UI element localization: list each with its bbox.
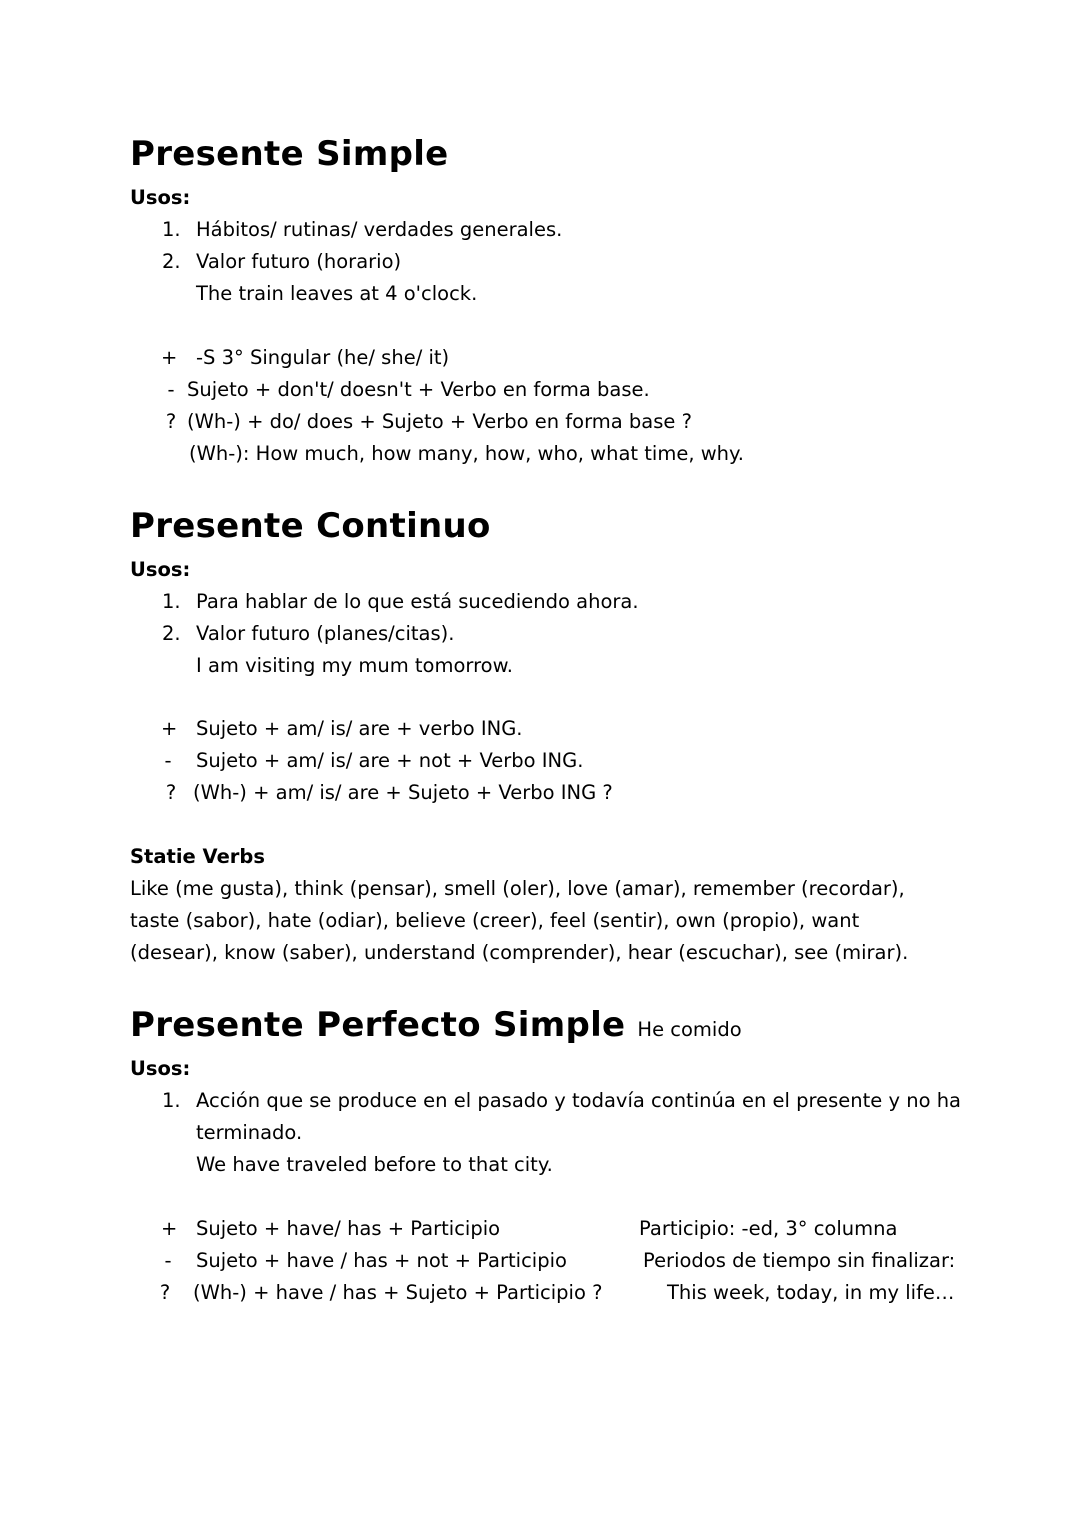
question-symbol: ? (159, 1281, 171, 1304)
use-item: Valor futuro (horario) (196, 250, 402, 273)
heading-presente-simple: Presente Simple (130, 134, 449, 174)
list-number: 2. (162, 250, 181, 273)
negative-symbol: - (167, 378, 175, 401)
list-number: 2. (162, 622, 181, 645)
question-symbol: ? (165, 781, 177, 804)
usos-label: Usos: (130, 1057, 191, 1080)
heading-subtitle: He comido (637, 1018, 742, 1041)
negative-rule: Sujeto + have / has + not + Participio (196, 1249, 567, 1272)
question-rule: (Wh-) + am/ is/ are + Sujeto + Verbo ING ? (193, 781, 613, 804)
use-item: Hábitos/ rutinas/ verdades generales. (196, 218, 563, 241)
example-sentence: We have traveled before to that city. (196, 1153, 553, 1176)
negative-symbol: - (164, 1249, 172, 1272)
affirmative-symbol: + (161, 1217, 178, 1240)
wh-words-note: (Wh-): How much, how many, how, who, what time, why. (189, 442, 744, 465)
list-number: 1. (162, 1089, 181, 1112)
use-item: Acción que se produce en el pasado y todavía continúa en el presente y no ha (196, 1089, 962, 1112)
usos-label: Usos: (130, 186, 191, 209)
participle-note: Participio: -ed, 3° columna (639, 1217, 898, 1240)
usos-label: Usos: (130, 558, 191, 581)
negative-symbol: - (164, 749, 172, 772)
question-rule: (Wh-) + have / has + Sujeto + Participio ? (193, 1281, 603, 1304)
example-sentence: I am visiting my mum tomorrow. (196, 654, 513, 677)
use-item: Valor futuro (planes/citas). (196, 622, 455, 645)
question-rule: (Wh-) + do/ does + Sujeto + Verbo en forma base ? (187, 410, 692, 433)
affirmative-rule: -S 3° Singular (he/ she/ it) (196, 346, 450, 369)
question-symbol: ? (165, 410, 177, 433)
unfinished-periods-note: Periodos de tiempo sin finalizar: (643, 1249, 956, 1272)
list-number: 1. (162, 218, 181, 241)
negative-rule: Sujeto + am/ is/ are + not + Verbo ING. (196, 749, 584, 772)
use-item-continuation: terminado. (196, 1121, 303, 1144)
use-item: Para hablar de lo que está sucediendo ahora. (196, 590, 639, 613)
affirmative-rule: Sujeto + have/ has + Participio (196, 1217, 501, 1240)
unfinished-periods-examples: This week, today, in my life… (667, 1281, 955, 1304)
negative-rule: Sujeto + don't/ doesn't + Verbo en forma base. (187, 378, 650, 401)
affirmative-rule: Sujeto + am/ is/ are + verbo ING. (196, 717, 523, 740)
affirmative-symbol: + (161, 717, 178, 740)
heading-presente-continuo: Presente Continuo (130, 506, 491, 546)
heading-title: Presente Perfecto Simple (130, 1005, 626, 1045)
affirmative-symbol: + (161, 346, 178, 369)
stative-verbs-heading: Statie Verbs (130, 845, 265, 868)
example-sentence: The train leaves at 4 o'clock. (196, 282, 478, 305)
heading-presente-perfecto-simple (130, 1005, 742, 1050)
list-number: 1. (162, 590, 181, 613)
stative-verbs-list: Like (me gusta), think (pensar), smell (oler), love (amar), remember (recordar), taste (sabor), hate (odiar), believe (creer), feel (sentir), own (propio), want (desear), know (saber), understand (comprender), hear (escuchar), see (mirar). (130, 877, 909, 964)
